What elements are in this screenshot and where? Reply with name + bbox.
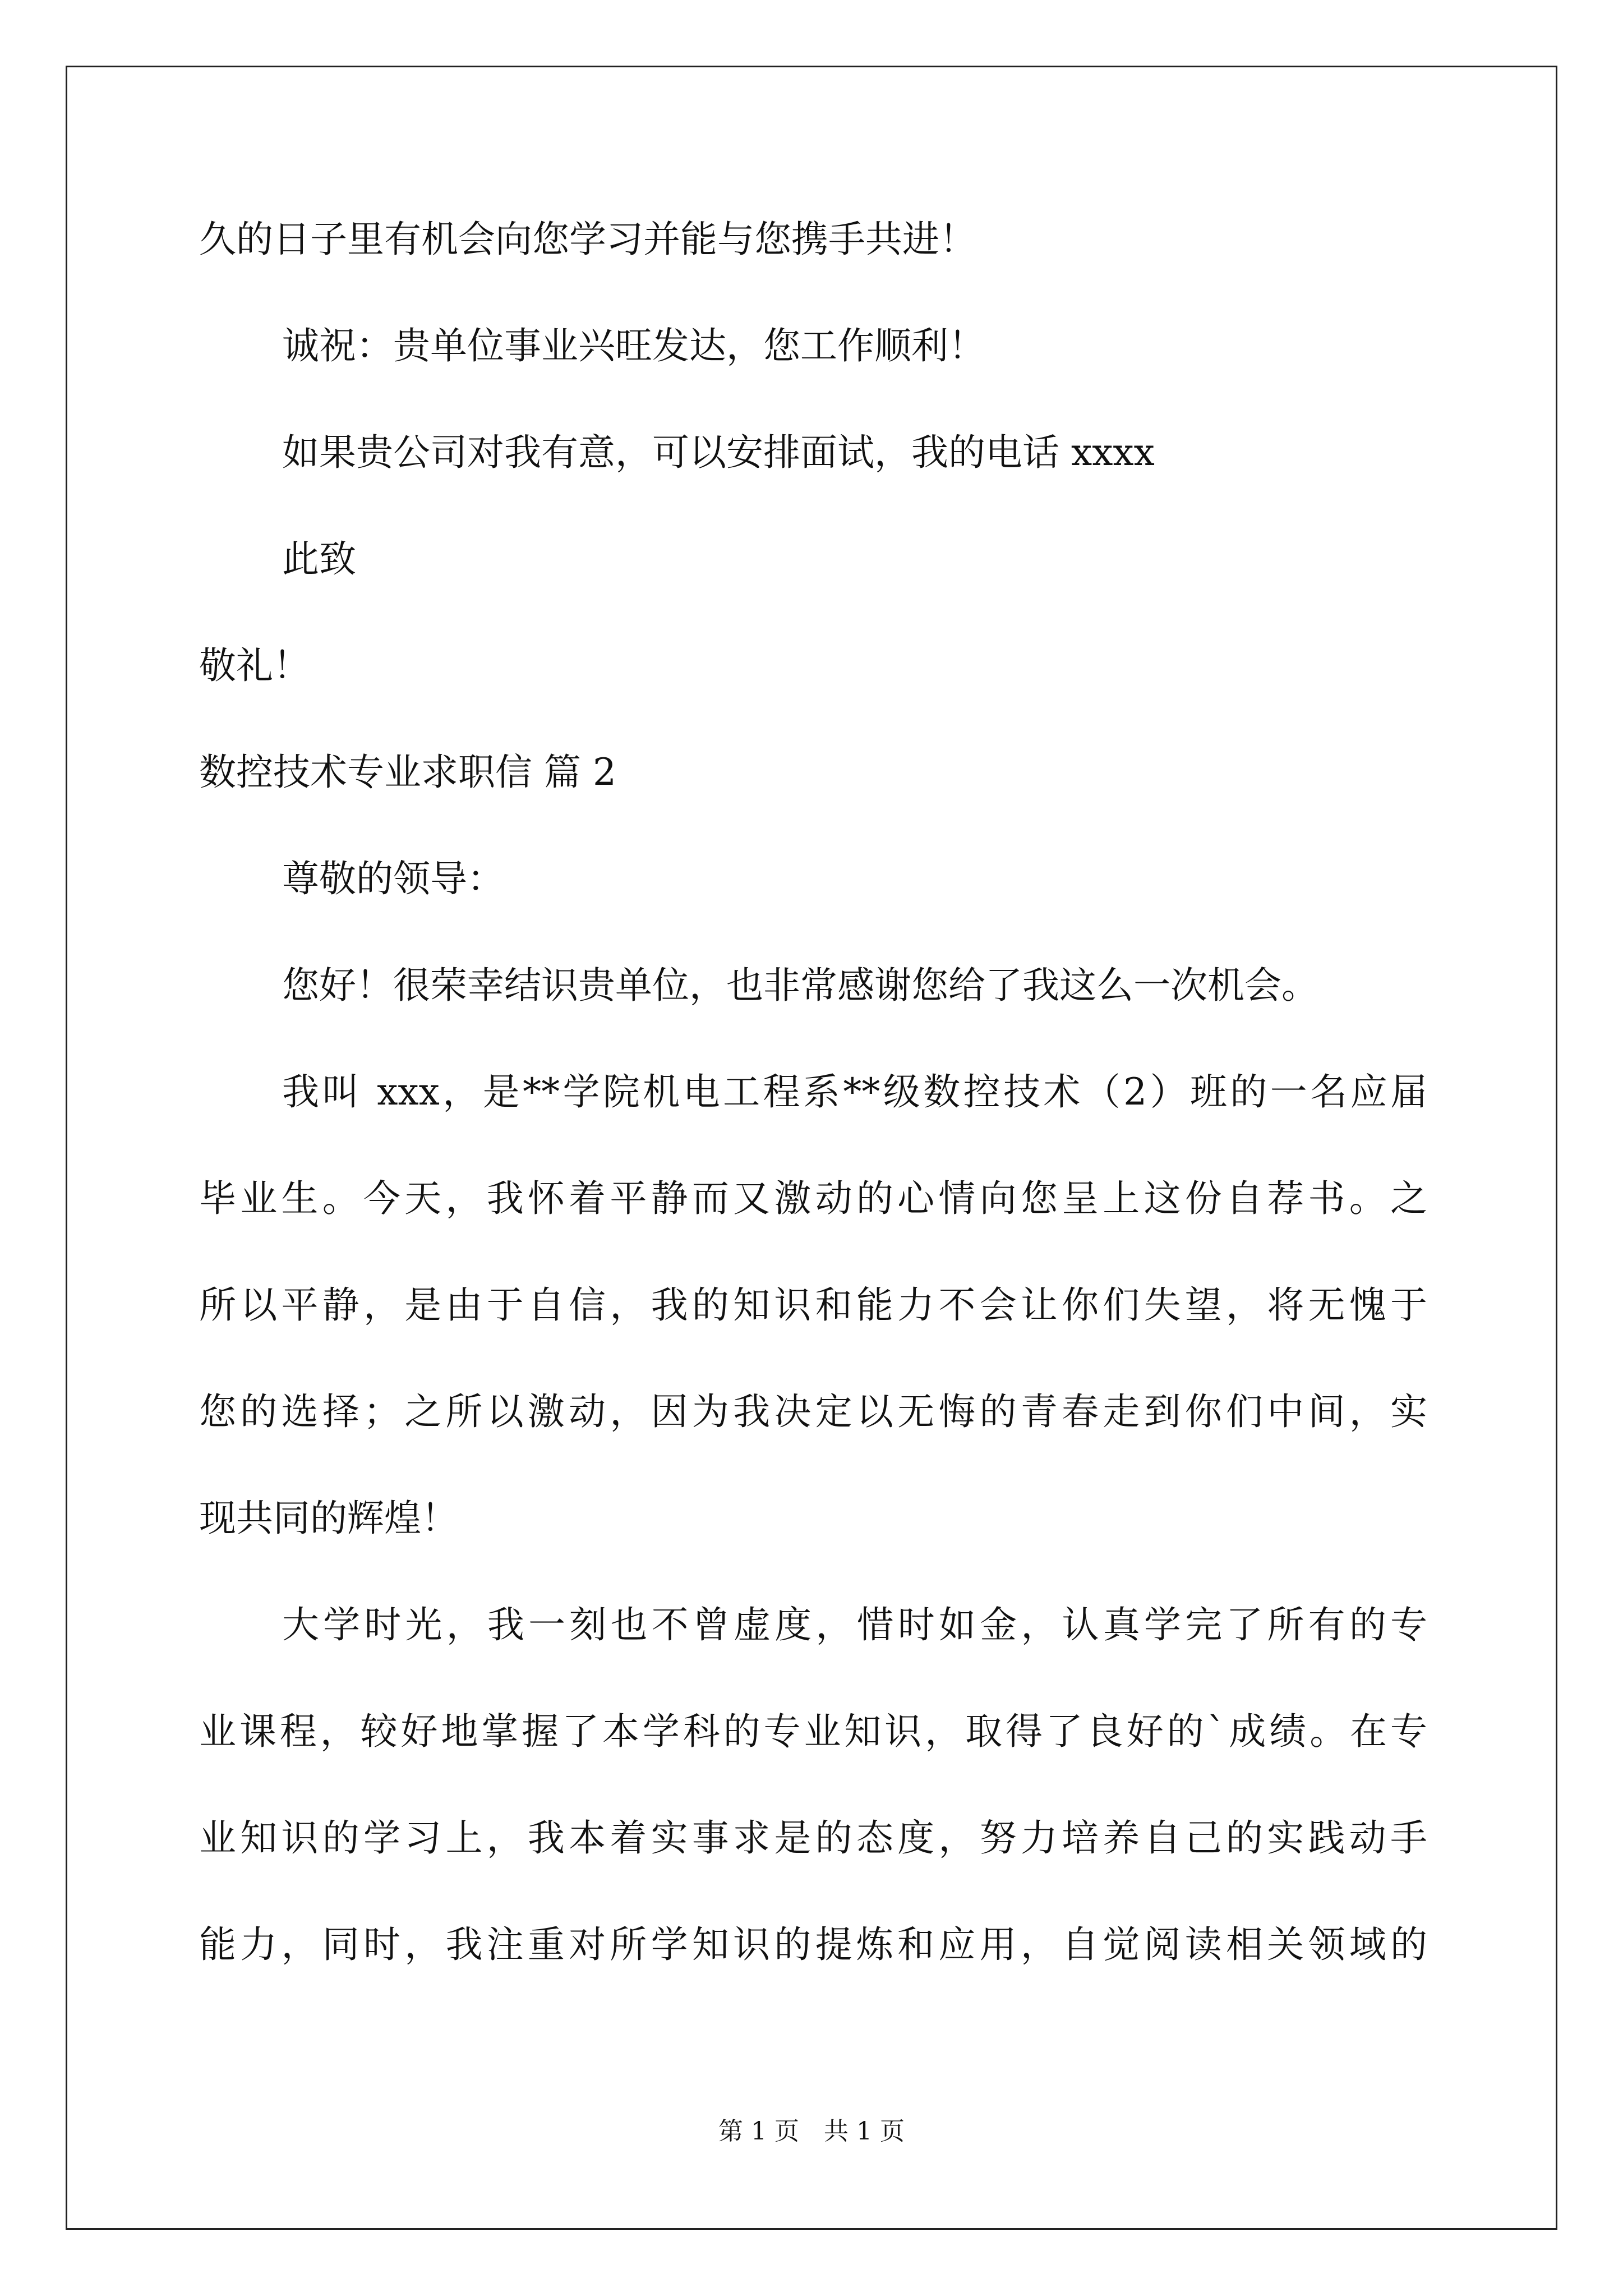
page-footer: [0, 2115, 1623, 2148]
text-line-8: 您好！很荣幸结识贵单位，也非常感谢您给了我这么一次机会。: [282, 964, 1318, 1007]
text-line-5: 敬礼！: [199, 644, 310, 687]
text-line-4: 此致: [282, 537, 356, 581]
text-line-10: 毕业生。今天，我怀着平静而又激动的心情向您呈上这份自荐书。之: [199, 1177, 1427, 1220]
text-line-9: 我叫 xxx，是**学院机电工程系**级数控技术（2）班的一名应届: [282, 1070, 1427, 1114]
page-number: 第 1 页 共 1 页: [718, 2117, 905, 2146]
document-body: [199, 213, 1427, 2025]
text-line-12: 您的选择；之所以激动，因为我决定以无悔的青春走到你们中间，实: [199, 1390, 1427, 1433]
text-line-16: 业知识的学习上，我本着实事求是的态度，努力培养自己的实践动手: [199, 1816, 1427, 1860]
salutation: 尊敬的领导：: [282, 857, 504, 900]
text-line-3: 如果贵公司对我有意，可以安排面试，我的电话 xxxx: [282, 431, 1155, 474]
text-line-15: 业课程，较好地掌握了本学科的专业知识，取得了良好的`成绩。在专: [199, 1710, 1427, 1753]
section-heading: 数控技术专业求职信 篇 2: [199, 751, 616, 794]
text-line-11: 所以平静，是由于自信，我的知识和能力不会让你们失望，将无愧于: [199, 1283, 1427, 1327]
text-line-2: 诚祝：贵单位事业兴旺发达，您工作顺利！: [282, 324, 985, 367]
text-line-13: 现共同的辉煌！: [199, 1497, 458, 1540]
text-line-14: 大学时光，我一刻也不曾虚度，惜时如金，认真学完了所有的专: [282, 1603, 1427, 1646]
text-line-1: 久的日子里有机会向您学习并能与您携手共进！: [199, 218, 976, 261]
text-line-17: 能力，同时，我注重对所学知识的提炼和应用，自觉阅读相关领域的: [199, 1923, 1427, 1966]
